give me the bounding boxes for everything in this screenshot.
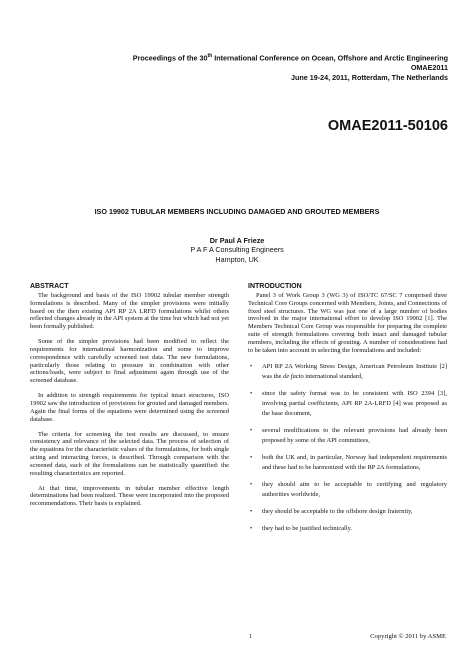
conference-dates: June 19-24, 2011, Rotterdam, The Netherlands: [291, 72, 448, 82]
list-item: • they should be acceptable to the offshore design fraternity,: [248, 507, 447, 517]
introduction-heading: INTRODUCTION: [248, 283, 302, 290]
author-location: Hampton, UK: [215, 254, 259, 264]
abstract-paragraph: Some of the simpler provisions had been modified to reflect the requirements for international harmonization and some to improve correspondence with carefully screened test data. The new formulations, particularly those relating to pressure in combination with other actions/loads, were subject to final adjustment again through use of the screened database.: [30, 338, 229, 385]
introduction-column: [248, 283, 447, 541]
author-affiliation: P A F A Consulting Engineers: [190, 245, 284, 255]
list-item: • both the UK and, in particular, Norway had independent requirements and these had to be harmonized with the RP 2A formulations,: [248, 453, 447, 473]
abstract-column: [30, 283, 229, 515]
author-name: Dr Paul A Frieze: [209, 236, 265, 245]
author-block: [0, 236, 474, 264]
abstract-paragraph: At that time, improvements in tubular member effective length determinations had been realized. These were incorporated into the proposed recommendations. Their basis is explained.: [30, 484, 229, 508]
conference-name: Proceedings of the 30th International Conference on Ocean, Offshore and Arctic Engineering: [132, 53, 448, 63]
paper-id: OMAE2011-50106: [327, 118, 448, 134]
abstract-heading: ABSTRACT: [30, 283, 69, 290]
copyright-notice: Copyright © 2011 by ASME: [370, 633, 446, 640]
list-item: • since the safety format was to be consistent with ISO 2394 [3], involving partial coefficients, API RP 2A-LRFD [4] was proposed as the base document,: [248, 389, 447, 419]
list-item: • API RP 2A Working Stress Design, American Petroleum Institute [2] was the de facto international standard,: [248, 362, 447, 382]
abstract-paragraph: The criteria for screening the test results are discussed, to ensure consistency and relevance of the selected data. The process of selection of the equations for the characteristic values of the formulations, for both single acting and interacting forces, is described. Through comparison with the screened data, each of the formulations can be statistically quantified: the resulting characteristics are reported.: [30, 430, 229, 477]
considerations-list: [248, 362, 447, 534]
abstract-paragraph: The background and basis of the ISO 19902 tubular member strength formulations is described. Many of the simpler provisions were initially based on the then existing API RP 2A LRFD formulations whilst others reflected changes already in the API system at the time but which had not yet been formally published.: [30, 291, 229, 331]
list-item: • several modifications to the relevant provisions had already been proposed by some of the API committees,: [248, 426, 447, 446]
conference-header: [48, 52, 448, 82]
abstract-paragraph: In addition to strength requirements for typical intact structures, ISO 19902 saw the introduction of provisions for grouted and damaged members. Again the final forms of the equations were determined using the screened database.: [30, 392, 229, 423]
introduction-paragraph: Panel 3 of Work Group 3 (WG 3) of ISO/TC 67/SC 7 comprised three Technical Core Groups concerned with Members, Joints, and Connections of fixed steel structures. The WG was just one of a large number of bodies involved in the major international effort to develop ISO 19902 [1]. The Members Technical Core Group was responsible for preparing the complete suite of strength formulations covering both intact and damaged tubular members, including the effects of grouting. A number of considerations had to be taken into account in selecting the formulations and included:: [248, 291, 447, 354]
conference-abbr: OMAE2011: [410, 62, 448, 72]
page-number: 1: [249, 633, 253, 640]
list-item: • they had to be justified technically.: [248, 524, 447, 534]
paper-title: ISO 19902 TUBULAR MEMBERS INCLUDING DAMAGED AND GROUTED MEMBERS: [94, 207, 380, 216]
list-item: • they should aim to be acceptable to certifying and regulatory authorities worldwide,: [248, 480, 447, 500]
